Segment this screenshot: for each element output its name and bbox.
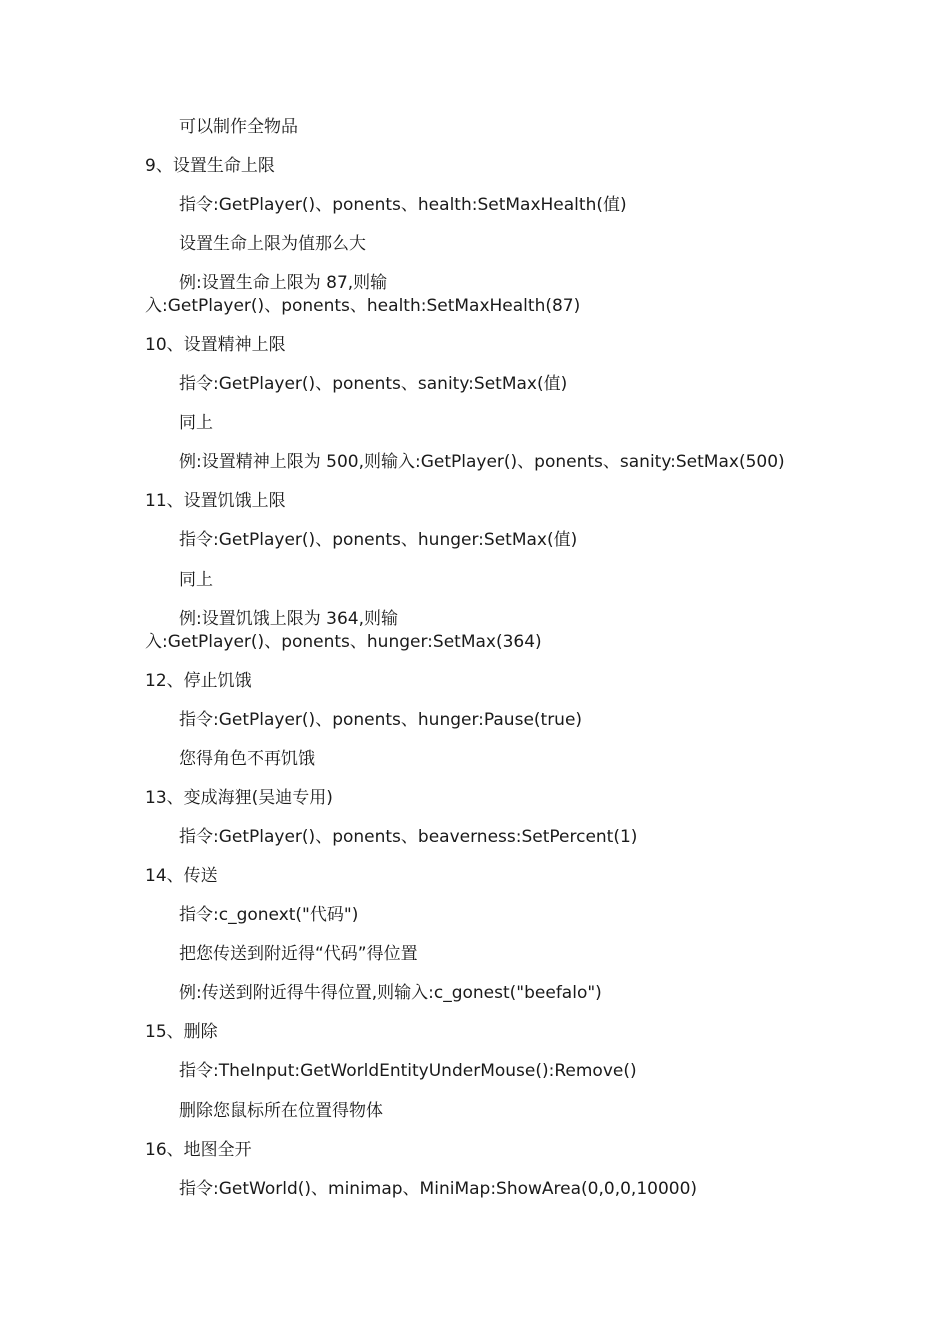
command-line: 指令:GetWorld()、minimap、MiniMap:ShowArea(0,0,0,10000) <box>179 1179 698 1199</box>
example-line: 例:设置饥饿上限为 364,则输 <box>179 609 398 629</box>
text-line: 可以制作全物品 <box>179 117 298 137</box>
section-heading: 14、传送 <box>145 866 218 886</box>
example-line: 例:设置生命上限为 87,则输 <box>179 273 388 293</box>
section-heading: 13、变成海狸(吴迪专用) <box>145 788 333 808</box>
command-line: 指令:c_gonext("代码") <box>179 905 359 925</box>
section-heading: 10、设置精神上限 <box>145 335 286 355</box>
command-line: 指令:GetPlayer()、ponents、beaverness:SetPercent(1) <box>179 827 638 847</box>
command-line: 指令:GetPlayer()、ponents、hunger:SetMax(值) <box>179 530 578 550</box>
example-line-continued: 入:GetPlayer()、ponents、health:SetMaxHealth(87) <box>145 296 581 316</box>
section-heading: 15、删除 <box>145 1022 218 1042</box>
command-line: 指令:TheInput:GetWorldEntityUnderMouse():Remove() <box>179 1061 637 1081</box>
text-line: 同上 <box>179 570 213 590</box>
section-heading: 11、设置饥饿上限 <box>145 491 286 511</box>
section-heading: 12、停止饥饿 <box>145 671 252 691</box>
text-line: 同上 <box>179 413 213 433</box>
command-line: 指令:GetPlayer()、ponents、health:SetMaxHealth(值) <box>179 195 627 215</box>
text-line: 设置生命上限为值那么大 <box>179 234 366 254</box>
section-heading: 9、设置生命上限 <box>145 156 275 176</box>
text-line: 删除您鼠标所在位置得物体 <box>179 1101 383 1121</box>
example-line: 例:设置精神上限为 500,则输入:GetPlayer()、ponents、sanity:SetMax(500) <box>179 452 785 472</box>
example-line: 例:传送到附近得牛得位置,则输入:c_gonest("beefalo") <box>179 983 602 1003</box>
section-heading: 16、地图全开 <box>145 1140 252 1160</box>
text-line: 您得角色不再饥饿 <box>179 749 315 769</box>
command-line: 指令:GetPlayer()、ponents、hunger:Pause(true) <box>179 710 583 730</box>
text-line: 把您传送到附近得“代码”得位置 <box>179 944 418 964</box>
command-line: 指令:GetPlayer()、ponents、sanity:SetMax(值) <box>179 374 568 394</box>
example-line-continued: 入:GetPlayer()、ponents、hunger:SetMax(364) <box>145 632 542 652</box>
